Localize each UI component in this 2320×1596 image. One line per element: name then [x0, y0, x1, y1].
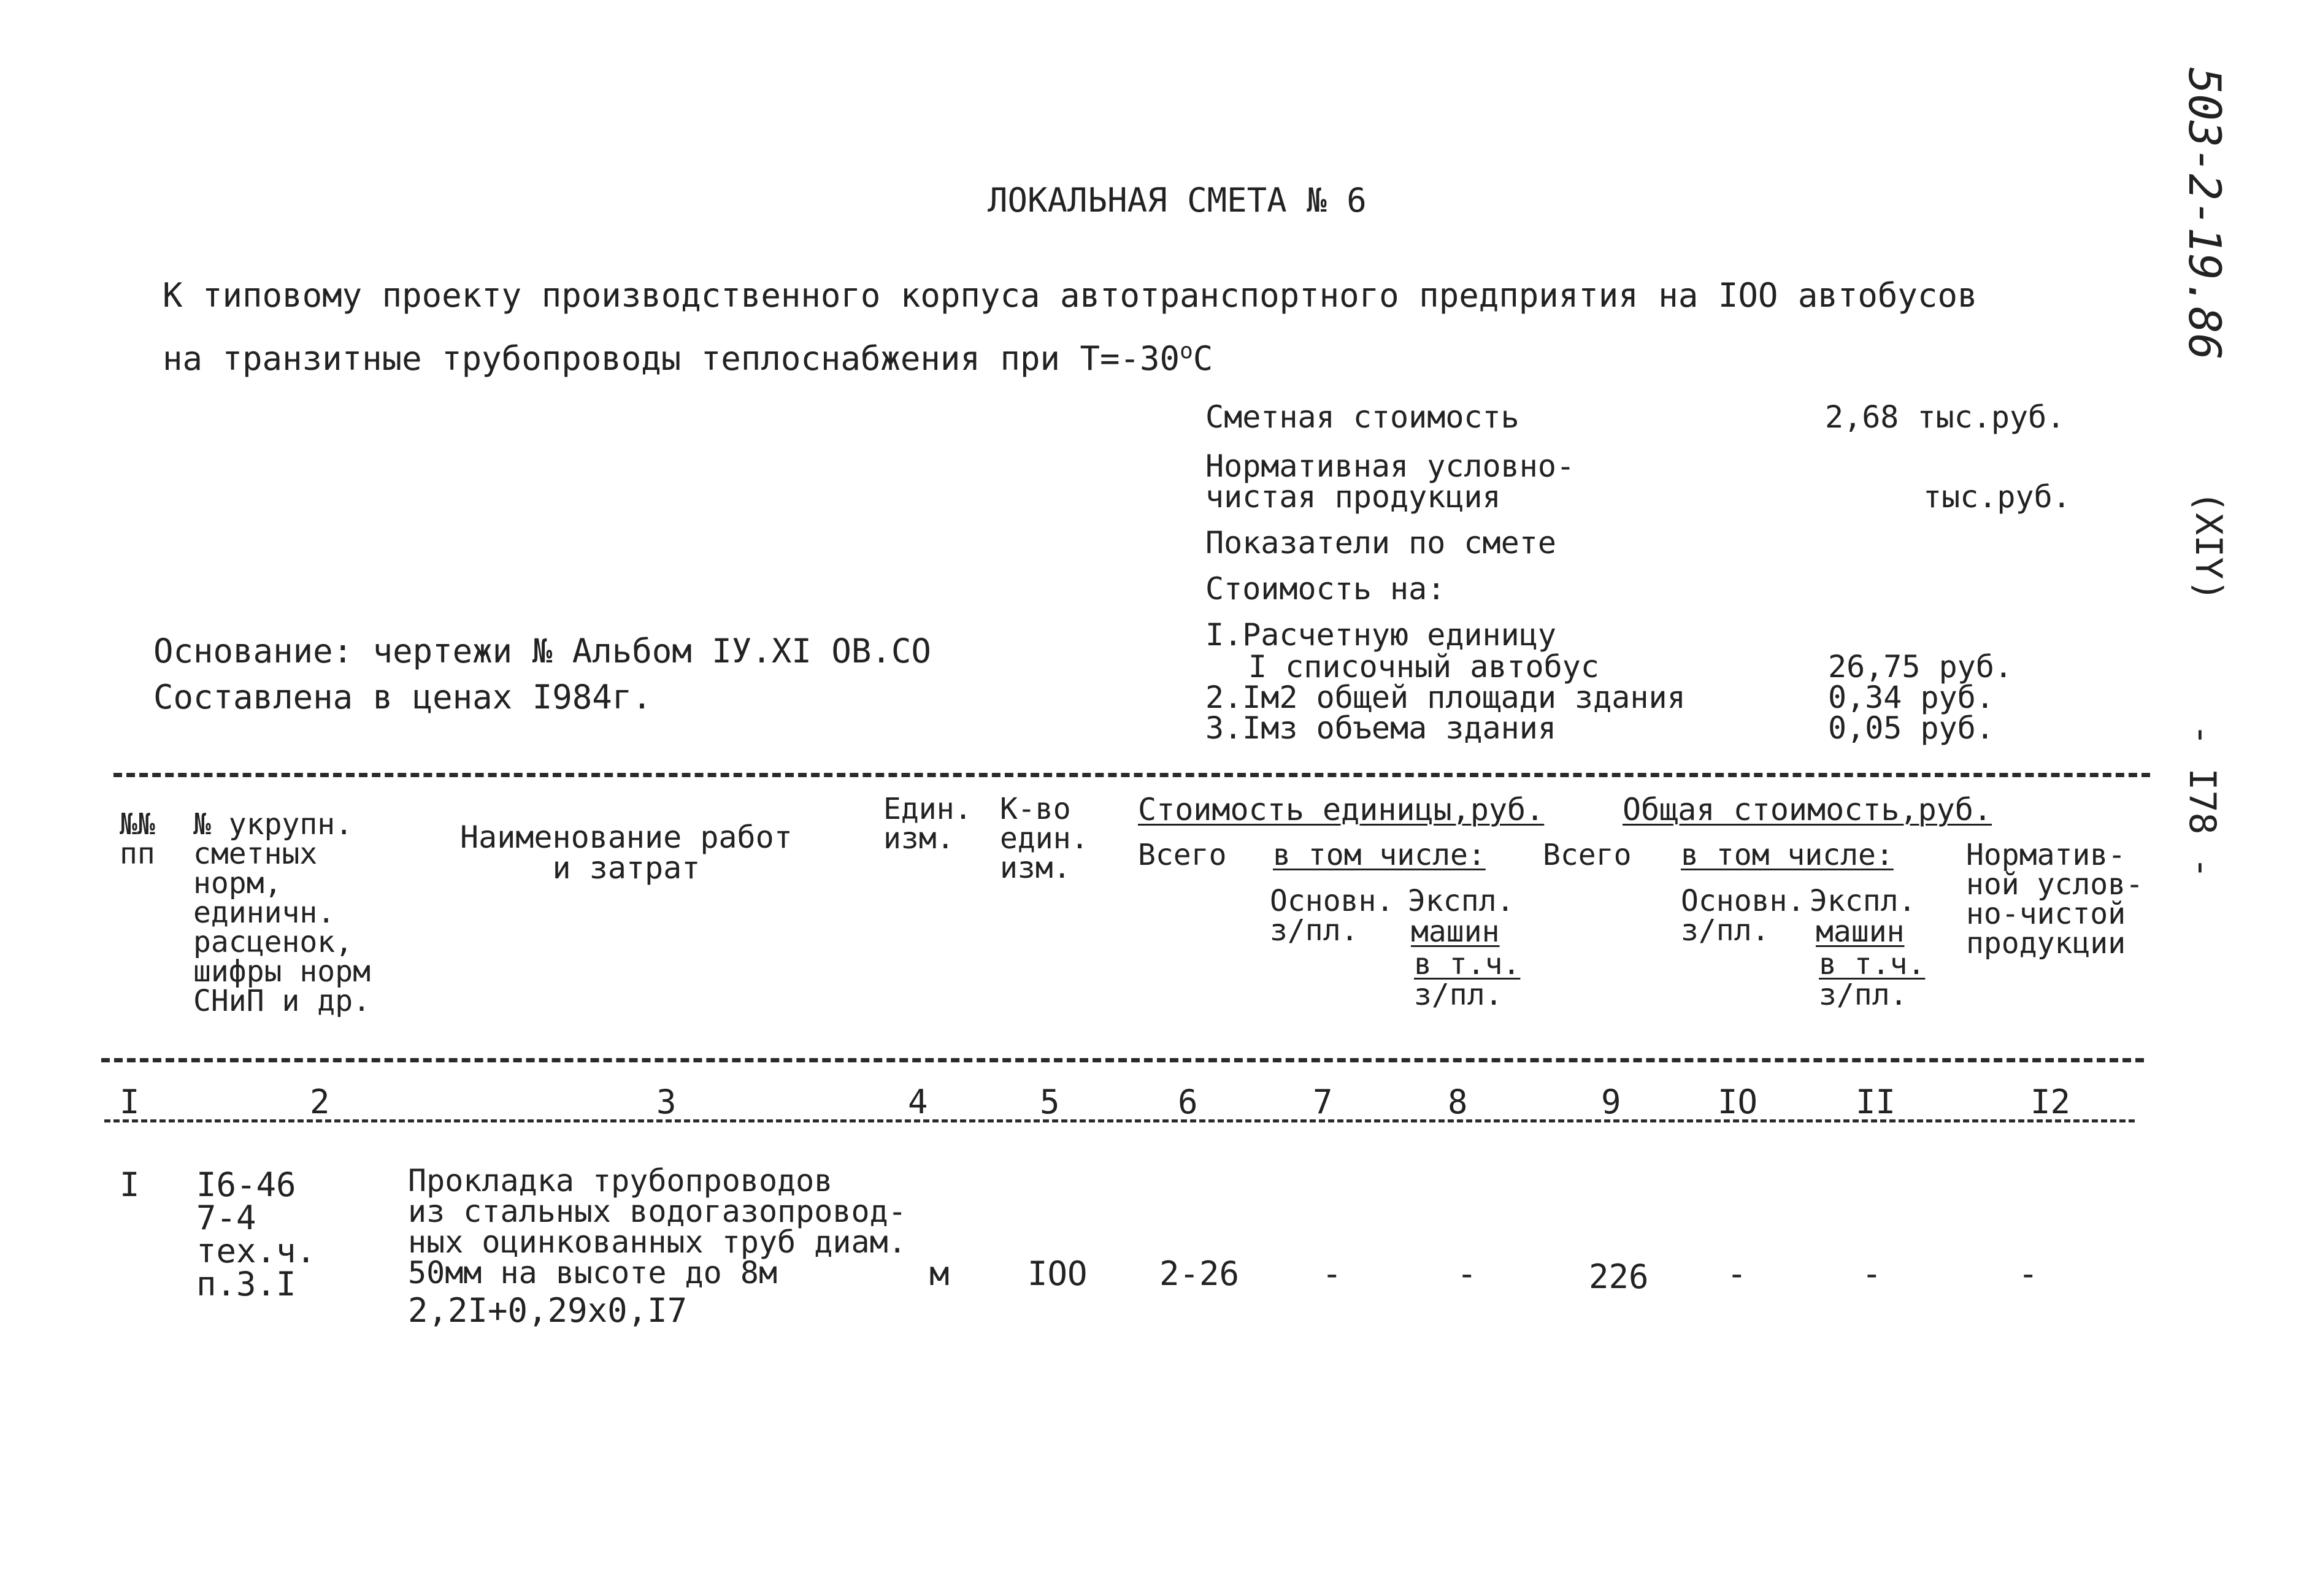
header-total-machines-b: машин: [1816, 915, 1905, 949]
roman-numeral-note: (XIY): [2187, 491, 2230, 602]
row-norm-code: I6-46 7-4 тех.ч. п.3.I: [196, 1165, 317, 1303]
row-number: I: [120, 1165, 140, 1204]
colnum-9: 9: [1601, 1083, 1621, 1121]
colnum-2: 2: [310, 1083, 330, 1121]
table-header-rule: [101, 1058, 2144, 1062]
header-total-machines-a: Экспл.: [1810, 884, 1916, 918]
colnum-3: 3: [656, 1083, 677, 1121]
row-work-name: Прокладка трубопроводов из стальных водогазопровод- ных оцинкованных труб диам. 50мм на высоте до 8м: [408, 1163, 907, 1291]
colnum-8: 8: [1448, 1083, 1468, 1121]
header-unit-machines-c: в т.ч.: [1414, 947, 1521, 981]
column-number-rule: [104, 1119, 2135, 1122]
cost-on-label: Стоимость на:: [1205, 571, 1446, 607]
row-total-machines: -: [1862, 1254, 1882, 1293]
header-total-cost-group: Общая стоимость,руб.: [1623, 792, 1992, 827]
page-number-note: - I78 -: [2181, 724, 2224, 879]
header-total-base-wage: Основн. з/пл.: [1681, 884, 1805, 948]
header-total-including: в том числе:: [1681, 838, 1894, 872]
row-unit-total: 2-26: [1159, 1254, 1240, 1293]
header-unit: Един. изм.: [883, 792, 972, 856]
colnum-11: II: [1856, 1083, 1896, 1121]
item1-value: 26,75 руб.: [1828, 649, 2013, 685]
row-unit-base-wage: -: [1322, 1254, 1342, 1293]
header-unit-base-wage: Основн. з/пл.: [1270, 884, 1394, 948]
header-unit-including: в том числе:: [1273, 838, 1486, 872]
row-total-base-wage: -: [1727, 1254, 1747, 1293]
indicators-label: Показатели по смете: [1205, 525, 1556, 561]
item2-label: 2.Iм2 общей площади здания: [1205, 680, 1686, 715]
header-norm-code: № укрупн. сметных норм, единичн. расценок, шифры норм СНиП и др.: [193, 807, 371, 1018]
header-work-name: Наименование работ и затрат: [460, 819, 793, 886]
header-total-all: Всего: [1543, 838, 1632, 872]
header-unit-total: Всего: [1138, 838, 1227, 872]
item1-label-2: I списочный автобус: [1248, 649, 1599, 685]
header-quantity: К-во един. изм.: [1000, 792, 1089, 885]
project-description-line1: К типовому проекту производственного корпуса автотранспортного предприятия на IOO автобусов: [163, 276, 1978, 315]
colnum-6: 6: [1178, 1083, 1198, 1121]
header-unit-machines-d: з/пл.: [1414, 978, 1503, 1012]
header-unit-cost-group: Стоимость единицы,руб.: [1138, 792, 1545, 827]
row-unit: м: [929, 1254, 950, 1293]
page-title: ЛОКАЛЬНАЯ СМЕТА № 6: [988, 181, 1367, 220]
project-description-line2: на транзитные трубопроводы теплоснабжения при $Т=-30^оС$: [163, 339, 1213, 378]
estimated-cost-value: 2,68 тыс.руб.: [1825, 399, 2065, 435]
colnum-4: 4: [908, 1083, 928, 1121]
colnum-1: I: [120, 1083, 140, 1121]
item3-label: 3.Iмз объема здания: [1205, 710, 1556, 746]
item1-label-1: I.Расчетную единицу: [1205, 617, 1556, 653]
header-total-machines-d: з/пл.: [1819, 978, 1908, 1012]
item3-value: 0,05 руб.: [1828, 710, 1994, 746]
colnum-7: 7: [1313, 1083, 1333, 1121]
header-total-machines-c: в т.ч.: [1819, 947, 1926, 981]
colnum-10: IO: [1718, 1083, 1758, 1121]
header-unit-machines-b: машин: [1411, 915, 1500, 949]
basis-line2: Составлена в ценах I984г.: [153, 678, 652, 716]
normative-label-1: Нормативная условно-: [1205, 448, 1575, 484]
row-total: 226: [1589, 1257, 1649, 1296]
basis-line1: Основание: чертежи № Альбом IУ.XI ОВ.СО: [153, 632, 931, 670]
colnum-5: 5: [1040, 1083, 1060, 1121]
normative-label-2: чистая продукция: [1205, 479, 1501, 515]
row-formula: 2,2I+0,29x0,I7: [408, 1291, 688, 1330]
item2-value: 0,34 руб.: [1828, 680, 1994, 715]
row-unit-machines: -: [1457, 1254, 1477, 1293]
header-row-number: №№ пп: [120, 807, 155, 871]
colnum-12: I2: [2030, 1083, 2071, 1121]
project-code-note: 503-2-19.86: [2179, 67, 2230, 360]
header-unit-machines-a: Экспл.: [1408, 884, 1515, 918]
row-quantity: IOO: [1027, 1254, 1088, 1293]
row-normative: -: [2018, 1254, 2038, 1293]
estimated-cost-label: Сметная стоимость: [1205, 399, 1519, 435]
normative-value: тыс.руб.: [1923, 479, 2071, 515]
header-normative-product: Норматив- ной услов- но-чистой продукции: [1966, 838, 2143, 961]
table-top-rule: [113, 773, 2150, 777]
